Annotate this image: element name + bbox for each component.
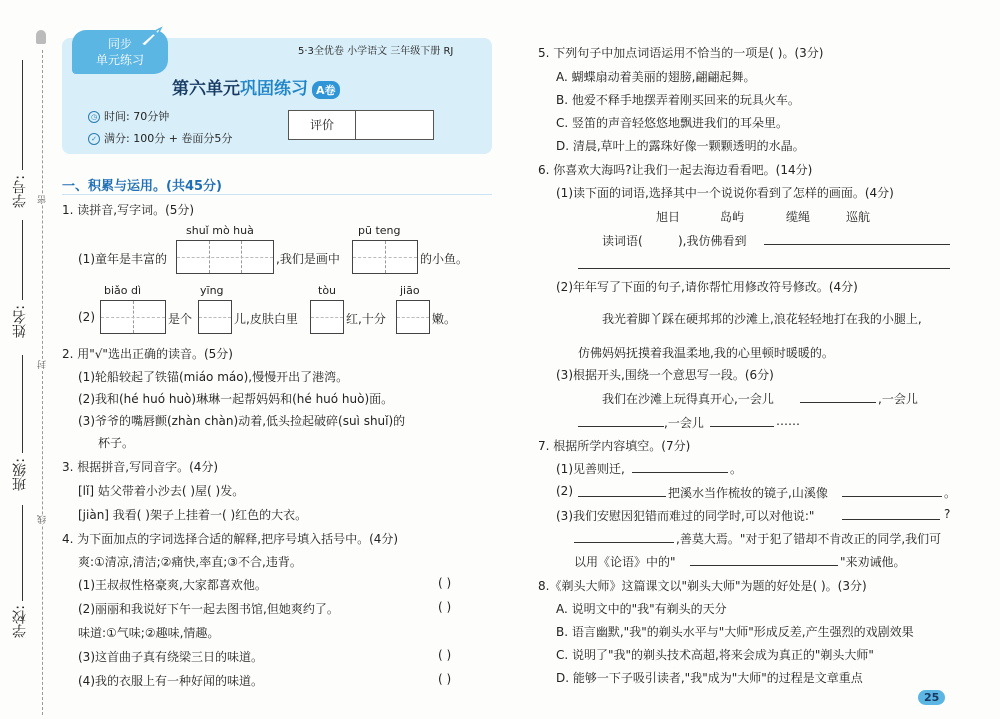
q7-stem: 7. 根据所学内容填空。(7分) [538,439,691,453]
section-title: 一、积累与运用。(共45分) [62,179,222,194]
q4-def-shuang: 爽:①清凉,清洁;②痛快,率直;③不合,违背。 [78,555,302,569]
q1-grid-tou[interactable] [310,300,344,334]
q6-word-3: 缆绳 [786,210,811,224]
q3-line-2[interactable]: [jiàn] 我看( )架子上挂着一( )红色的大衣。 [78,508,308,522]
page-title: 第六单元巩固练习 A卷 [172,74,340,99]
q1-p2-text-b: 是个 [168,312,193,326]
unit-practice-badge: 同步 单元练习 [72,30,168,74]
q1-grid-jiao[interactable] [396,300,430,334]
q6-read-text-b: ),我仿佛看到 [678,234,747,248]
section-divider [62,194,492,195]
q1-grid-shuimohua[interactable] [176,240,274,274]
q6-sub3: (3)根据开头,围绕一个意思写一段。(6分) [556,368,774,382]
page-number: 25 [918,690,945,705]
q7-blank-4[interactable] [842,519,940,520]
q7-l1-a: (1)见善则迁, [556,462,625,476]
pinyin-biaodi: biǎo dì [104,284,142,297]
q5-option-a[interactable]: A. 蝴蝶扇动着美丽的翅膀,翩翩起舞。 [556,70,756,84]
q6-word-4: 巡航 [846,210,871,224]
q1-grid-puteng[interactable] [352,240,418,274]
q6-start-2: ,一会儿 [878,392,918,406]
q7-l4-a: ,善莫大焉。"对于犯了错却不肯改正的同学,我们可 [676,532,942,546]
q7-l1-b: 。 [730,462,743,476]
q6-sub2: (2)年年写了下面的句子,请你帮忙用修改符号修改。(4分) [556,280,858,294]
q4-def-weidao: 味道:①气味;②趣味,情趣。 [78,626,220,640]
q6-stem: 6. 你喜欢大海吗?让我们一起去海边看看吧。(14分) [538,163,813,177]
q1-grid-ying[interactable] [198,300,232,334]
clock-icon: ◷ [88,111,100,123]
q2-line-1[interactable]: (1)轮船较起了铁锚(miáo máo),慢慢开出了港湾。 [78,370,349,384]
q5-option-d[interactable]: D. 清晨,草叶上的露珠好像一颗颗透明的水晶。 [556,139,805,153]
q2-line-4: 杯子。 [98,436,135,450]
q6-sentence-2[interactable]: 仿佛妈妈抚摸着我温柔地,我的心里顿时暖暖的。 [578,346,834,360]
school-line[interactable] [22,505,23,601]
q6-word-1: 旭日 [656,210,681,224]
series-info: 5·3全优卷 小学语文 三年级下册 RJ [298,46,454,57]
q6-blank-2[interactable] [578,426,664,427]
q4-line-3: (3)这首曲子真有绕梁三日的味道。 [78,650,263,664]
q1-p2-text-e: 嫩。 [432,312,457,326]
q1-stem: 1. 读拼音,写字词。(5分) [62,203,195,217]
q4-line-4: (4)我的衣服上有一种好闻的味道。 [78,674,263,688]
pinyin-jiao: jiāo [400,284,420,297]
class-label: 班级: [12,458,28,491]
q7-l5-b: "来劝诫他。 [840,555,906,569]
q6-answer-line-2[interactable] [578,268,950,269]
student-id-label: 学号: [12,175,28,208]
q1-p2-text-a: (2) [78,310,95,324]
q5-stem: 5. 下列句子中加点词语运用不恰当的一项是( )。(3分) [538,46,824,60]
q7-blank-3[interactable] [842,496,942,497]
q4-line-2: (2)丽丽和我说好下午一起去图书馆,但她爽约了。 [78,602,339,616]
q6-word-2: 岛屿 [720,210,745,224]
q1-p1-text-b: ,我们是画中 [276,252,340,266]
q6-sentence-1[interactable]: 我光着脚丫踩在硬邦邦的沙滩上,浪花轻轻地打在我的小腿上, [602,312,922,326]
q4-line-1: (1)王叔叔性格豪爽,大家都喜欢他。 [78,578,267,592]
pinyin-puteng: pū teng [358,224,401,237]
time-info: ◷ 时间: 70分钟 [88,108,169,124]
rocket-icon [137,26,165,48]
q7-blank-6[interactable] [690,565,838,566]
q5-option-c[interactable]: C. 竖笛的声音轻悠悠地飘进我们的耳朵里。 [556,116,789,130]
q6-read-text-a: 读词语( [602,234,643,248]
q6-start-3: ,一会儿 [664,416,704,430]
q2-line-2[interactable]: (2)我和(hé huó huò)琳琳一起帮妈妈和(hé huó huò)面。 [78,392,394,406]
q7-l3-b: ? [944,507,951,521]
pinyin-ying: yīng [200,284,224,297]
q7-blank-2[interactable] [578,496,666,497]
q4-answer-2[interactable]: ( ) [438,600,452,614]
check-icon: ✓ [88,133,100,145]
q2-line-3[interactable]: (3)爷爷的嘴唇颤(zhàn chàn)动着,低头捡起破碎(suì shuǐ)的 [78,414,406,428]
q5-option-b[interactable]: B. 他爱不释手地摆弄着刚买回来的玩具火车。 [556,93,800,107]
seal-mark-xian: 线 [38,515,48,524]
q8-option-b[interactable]: B. 语言幽默,"我"的剃头水平与"大师"形成反差,产生强烈的戏剧效果 [556,625,914,639]
q7-blank-1[interactable] [632,472,728,473]
name-label: 姓名: [12,305,28,338]
q7-l2-c: 。 [944,486,957,500]
school-label: 学校: [12,605,28,638]
q4-answer-1[interactable]: ( ) [438,576,452,590]
q4-stem: 4. 为下面加点的字词选择合适的解释,把序号填入括号中。(4分) [62,532,399,546]
q1-grid-biaodi[interactable] [100,300,166,334]
q8-stem: 8.《剃头大师》这篇课文以"剃头大师"为题的好处是( )。(3分) [538,579,867,593]
binding-dashed-line [42,50,43,715]
evaluation-field[interactable] [356,111,433,139]
q8-option-c[interactable]: C. 说明了"我"的剃头技术高超,将来会成为真正的"剃头大师" [556,648,874,662]
version-tag: A卷 [312,81,340,99]
q8-option-d[interactable]: D. 能够一下子吸引读者,"我"成为"大师"的过程是文章重点 [556,671,863,685]
q6-answer-line-1[interactable] [764,244,950,245]
seal-mark-feng: 封 [38,360,48,369]
seal-mark-mi: 密 [38,195,48,204]
q7-l2-b: 把溪水当作梳妆的镜子,山溪像 [668,486,828,500]
q1-p1-text-c: 的小鱼。 [420,252,469,266]
q6-sub1: (1)读下面的词语,选择其中一个说说你看到了怎样的画面。(4分) [556,186,894,200]
q6-blank-1[interactable] [800,402,876,403]
q7-l3-a: (3)我们安慰因犯错而难过的同学时,可以对他说:" [556,509,815,523]
pinyin-shuimohua: shuǐ mò huà [186,224,254,237]
q2-stem: 2. 用"√"选出正确的读音。(5分) [62,347,233,361]
q7-l5-a: 以用《论语》中的" [574,555,676,569]
class-line[interactable] [22,355,23,453]
evaluation-label: 评价 [289,111,356,139]
q7-l2-a: (2) [556,484,573,498]
q4-answer-4[interactable]: ( ) [438,672,452,686]
rocket-small-icon [36,30,46,44]
q1-p2-text-c: 儿,皮肤白里 [234,312,298,326]
student-id-line[interactable] [22,60,23,170]
q6-ellipsis: …… [776,414,800,428]
q1-p2-text-d: 红,十分 [346,312,386,326]
pinyin-tou: tòu [318,284,337,297]
q3-stem: 3. 根据拼音,写同音字。(4分) [62,460,219,474]
q7-blank-5[interactable] [574,542,674,543]
q8-option-a[interactable]: A. 说明文中的"我"有剃头的天分 [556,602,727,616]
name-line[interactable] [22,220,23,300]
q6-start-1: 我们在沙滩上玩得真开心,一会儿 [602,392,774,406]
score-info: ✓ 满分: 100分 + 卷面分5分 [88,130,232,146]
evaluation-box [288,110,434,140]
q1-p1-text-a: (1)童年是丰富的 [78,252,167,266]
q3-line-1[interactable]: [lǐ] 姑父带着小沙去( )屋( )发。 [78,484,245,498]
q6-blank-3[interactable] [710,426,774,427]
q4-answer-3[interactable]: ( ) [438,648,452,662]
